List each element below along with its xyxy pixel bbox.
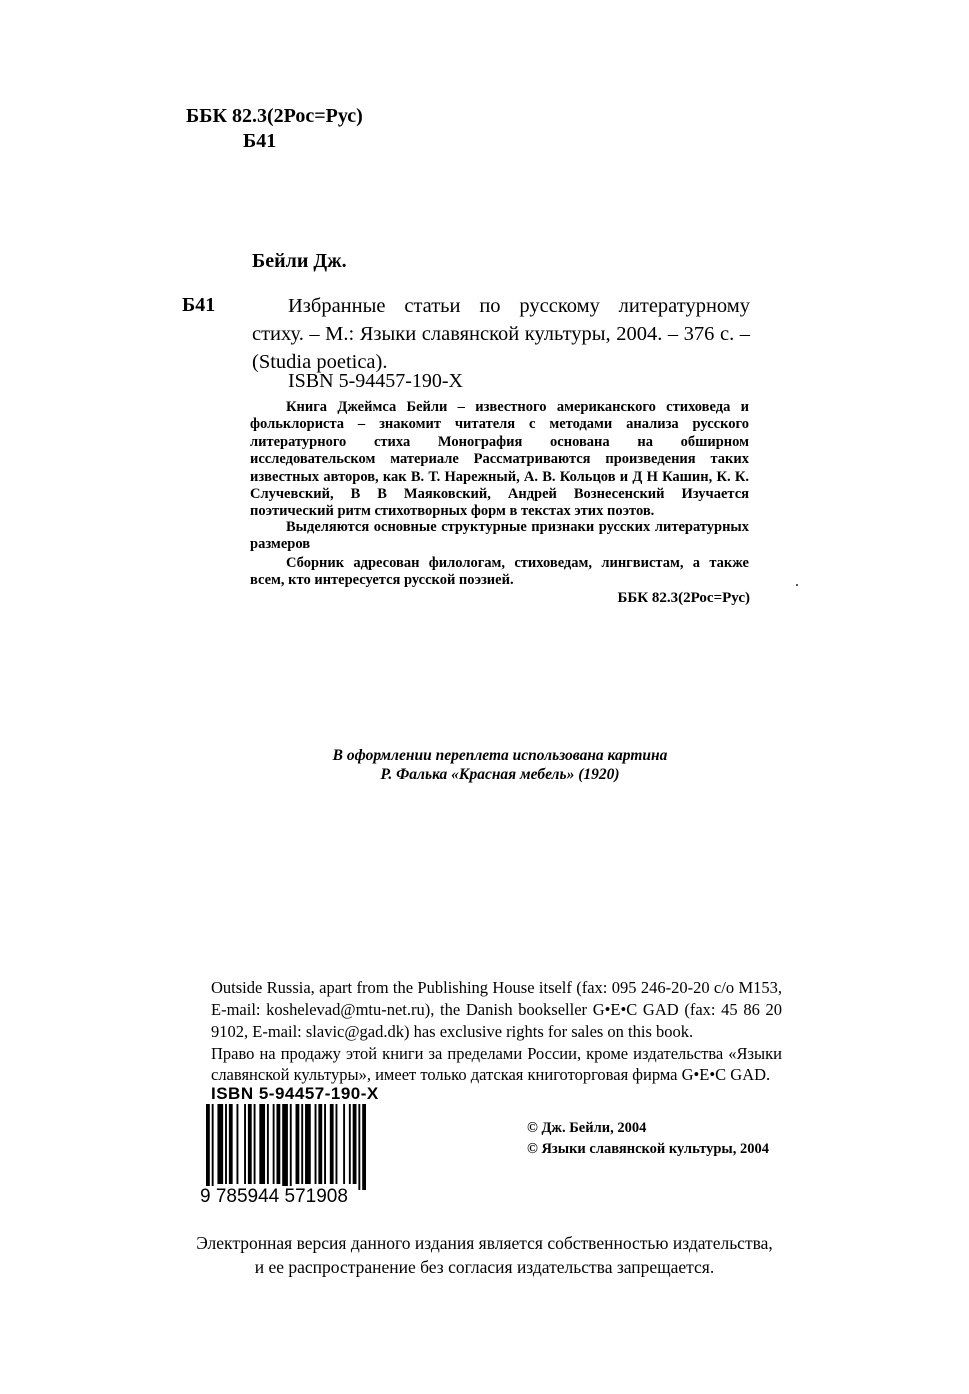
author-sign-code: Б41 xyxy=(243,130,277,152)
barcode-bar xyxy=(236,1104,238,1184)
barcode-bar xyxy=(206,1104,210,1190)
barcode-bar xyxy=(358,1104,360,1190)
barcode-bar xyxy=(273,1104,275,1184)
barcode-bar xyxy=(318,1104,322,1184)
cover-note-line: В оформлении переплета использована картина xyxy=(332,747,668,764)
barcode-bar xyxy=(315,1104,317,1184)
barcode-bar xyxy=(305,1104,311,1184)
barcode-bar xyxy=(343,1104,345,1184)
barcode-bar xyxy=(290,1104,292,1190)
barcode-bar xyxy=(301,1104,303,1184)
bibliographic-description: Избранные статьи по русскому литературному стиху. – М.: Языки славянской культуры, 2004. – 376 с. – (Studia poetica). xyxy=(252,295,750,373)
barcode-bar xyxy=(336,1104,338,1184)
barcode-bar xyxy=(229,1104,233,1184)
barcode-bar xyxy=(259,1104,265,1184)
barcode-bar xyxy=(353,1104,357,1184)
barcode-bar xyxy=(362,1104,366,1190)
barcode-bar xyxy=(296,1104,300,1184)
barcode-bar xyxy=(217,1104,223,1184)
footer-line: и ее распространение без согласия издательства запрещается. xyxy=(254,1257,715,1277)
barcode-bar xyxy=(324,1104,326,1184)
barcode-bar xyxy=(267,1104,269,1184)
barcode-bar xyxy=(349,1104,351,1184)
scan-speck xyxy=(796,584,798,586)
barcode-digits: 9 785944 571908 xyxy=(200,1186,348,1207)
isbn-text: ISBN 5-94457-190-X xyxy=(288,370,463,392)
bbk-classification-code: ББК 82.3(2Рос=Рус) xyxy=(186,105,363,127)
barcode-bar xyxy=(244,1104,246,1184)
barcode-bar xyxy=(225,1104,227,1184)
cover-illustration-note xyxy=(250,746,750,784)
cover-note-line: Р. Фалька «Красная мебель» (1920) xyxy=(380,766,620,783)
annotation-paragraph: Выделяются основные структурные признаки русских литературных размеров xyxy=(250,519,749,553)
rights-notice-english: Outside Russia, apart from the Publishing House itself (fax: 095 246-20-20 c/o M153, E-mail: koshelevad@mtu-net.ru), the Danish bookseller G•E•C GAD (fax: 45 86 20 9102, E-mail: slavic@gad.dk) has exclusive rights for sales on this book. xyxy=(211,978,782,1041)
annotation-paragraph: Книга Джеймса Бейли – известного американского стиховеда и фольклориста – знакомит читателя с методами анализа русского литературного стиха Монография основана на обширном исследовательском материале Рассматриваются произведения таких известных авторов, как В. Т. Нарежный, А. В. Кольцов и Д Н Кашин, К. К. Случевский, В В Маяковский, Андрей Вознесенский Изучается поэтический ритм стихотворных форм в текстах этих поэтов. xyxy=(250,399,749,520)
electronic-version-notice xyxy=(140,1231,829,1279)
barcode-bar xyxy=(212,1104,214,1190)
author-name: Бейли Дж. xyxy=(252,250,347,272)
annotation-paragraph: Сборник адресован филологам, стиховедам, лингвистам, а также всем, кто интересуется русской поэзией. xyxy=(250,555,749,589)
side-author-sign: Б41 xyxy=(182,294,216,316)
barcode-bar xyxy=(254,1104,256,1184)
barcode-bar xyxy=(276,1104,280,1184)
barcode-bar xyxy=(248,1104,252,1184)
barcode-bar xyxy=(282,1104,288,1190)
barcode-isbn-label: ISBN 5-94457-190-X xyxy=(211,1084,379,1103)
copyright-line: © Дж. Бейли, 2004 xyxy=(527,1120,647,1136)
rights-notice-russian: Право на продажу этой книги за пределами России, кроме издательства «Языки славянской культуры», имеет только датская книготорговая фирма G•E•C GAD. xyxy=(211,1044,782,1084)
isbn-barcode xyxy=(206,1104,366,1190)
annotation-bbk-code: ББК 82.3(2Рос=Рус) xyxy=(617,590,750,606)
barcode-bar xyxy=(330,1104,334,1184)
footer-line: Электронная версия данного издания является собственностью издательства, xyxy=(196,1233,773,1253)
copyright-line: © Языки славянской культуры, 2004 xyxy=(527,1141,770,1157)
